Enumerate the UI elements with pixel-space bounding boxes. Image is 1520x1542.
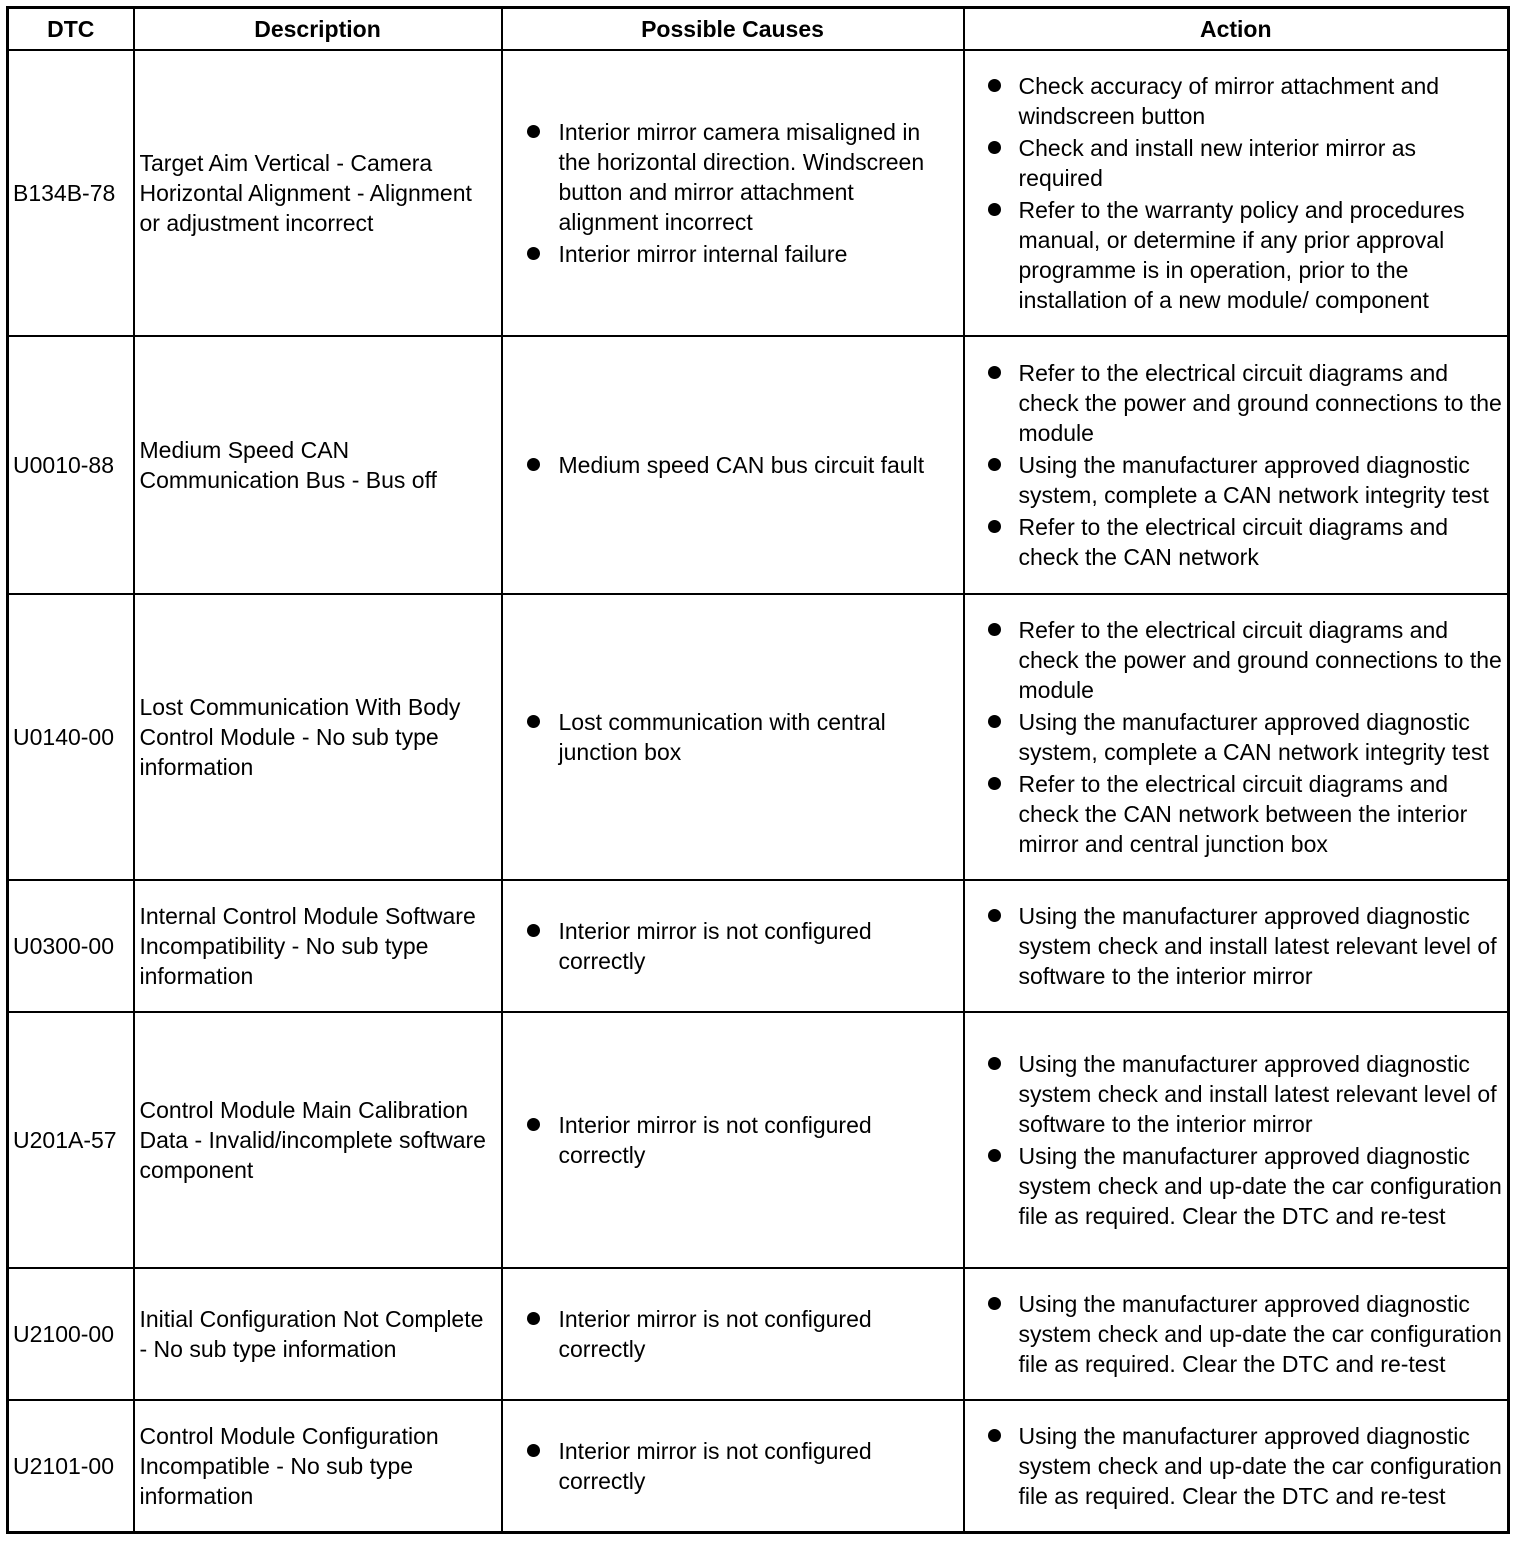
dtc-description: Internal Control Module Software Incompatibility - No sub type information	[134, 880, 502, 1012]
bullet-list	[965, 358, 1504, 572]
action-item-text: Using the manufacturer approved diagnostic system check and up-date the car configuration file as required. Clear the DTC and re-test	[1018, 1422, 1502, 1509]
bullet-dot-icon	[988, 1057, 1001, 1070]
action-item	[965, 133, 1504, 193]
action-item	[965, 615, 1504, 705]
dtc-description: Target Aim Vertical - Camera Horizontal Alignment - Alignment or adjustment incorrect	[134, 50, 502, 336]
action-item-text: Using the manufacturer approved diagnostic system check and install latest relevant level of software to the interior mirror	[1018, 1051, 1497, 1137]
header-row	[8, 8, 1509, 51]
dtc-code: U2101-00	[8, 1400, 134, 1532]
cause-item	[503, 450, 959, 480]
action-item-text: Refer to the electrical circuit diagrams and check the CAN network between the interior mirror and central junction box	[1018, 771, 1468, 857]
bullet-list	[965, 1421, 1504, 1511]
bullet-dot-icon	[988, 79, 1001, 92]
action-item	[965, 901, 1504, 991]
action-cell	[964, 1012, 1509, 1268]
bullet-dot-icon	[988, 909, 1001, 922]
action-item	[965, 450, 1504, 510]
bullet-dot-icon	[988, 777, 1001, 790]
bullet-list	[503, 1436, 959, 1496]
cause-item-text: Interior mirror camera misaligned in the horizontal direction. Windscreen button and mirror attachment alignment incorrect	[558, 119, 925, 235]
bullet-dot-icon	[988, 623, 1001, 636]
bullet-list	[503, 916, 959, 976]
cause-item	[503, 1436, 959, 1496]
action-item	[965, 358, 1504, 448]
header-description: Description	[134, 8, 502, 51]
bullet-dot-icon	[988, 141, 1001, 154]
bullet-dot-icon	[988, 520, 1001, 533]
dtc-description: Medium Speed CAN Communication Bus - Bus off	[134, 336, 502, 594]
bullet-dot-icon	[988, 715, 1001, 728]
bullet-dot-icon	[527, 247, 540, 260]
bullet-dot-icon	[527, 125, 540, 138]
bullet-dot-icon	[988, 366, 1001, 379]
possible-causes-cell	[502, 336, 964, 594]
possible-causes-cell	[502, 880, 964, 1012]
dtc-description: Control Module Configuration Incompatible - No sub type information	[134, 1400, 502, 1532]
cause-item-text: Interior mirror is not configured correctly	[558, 1306, 872, 1362]
action-cell	[964, 1400, 1509, 1532]
bullet-dot-icon	[527, 1312, 540, 1325]
action-cell	[964, 336, 1509, 594]
action-item-text: Using the manufacturer approved diagnostic system check and up-date the car configuration file as required. Clear the DTC and re-test	[1018, 1291, 1502, 1377]
table-row	[8, 1400, 1509, 1532]
bullet-list	[965, 1289, 1504, 1379]
dtc-description: Lost Communication With Body Control Module - No sub type information	[134, 594, 502, 880]
bullet-dot-icon	[988, 1297, 1001, 1310]
action-item	[965, 1049, 1504, 1139]
bullet-list	[503, 1110, 959, 1170]
cause-item	[503, 916, 959, 976]
header-dtc: DTC	[8, 8, 134, 51]
dtc-description: Control Module Main Calibration Data - Invalid/incomplete software component	[134, 1012, 502, 1268]
dtc-code: U201A-57	[8, 1012, 134, 1268]
cause-item-text: Lost communication with central junction box	[558, 709, 886, 765]
table-row	[8, 50, 1509, 336]
action-item-text: Refer to the warranty policy and procedures manual, or determine if any prior approval programme is in operation, prior to the installation of a new module/ component	[1018, 197, 1465, 313]
action-cell	[964, 50, 1509, 336]
bullet-list	[965, 615, 1504, 859]
action-item	[965, 1421, 1504, 1511]
possible-causes-cell	[502, 50, 964, 336]
cause-item	[503, 707, 959, 767]
possible-causes-cell	[502, 594, 964, 880]
action-item	[965, 512, 1504, 572]
action-item-text: Using the manufacturer approved diagnostic system, complete a CAN network integrity test	[1018, 452, 1489, 508]
bullet-dot-icon	[527, 715, 540, 728]
bullet-dot-icon	[988, 458, 1001, 471]
cause-item	[503, 1110, 959, 1170]
possible-causes-cell	[502, 1012, 964, 1268]
table-row	[8, 336, 1509, 594]
action-item	[965, 195, 1504, 315]
action-item	[965, 769, 1504, 859]
action-item-text: Using the manufacturer approved diagnostic system check and install latest relevant level of software to the interior mirror	[1018, 903, 1497, 989]
bullet-list	[503, 117, 959, 269]
bullet-list	[965, 901, 1504, 991]
action-item-text: Check accuracy of mirror attachment and windscreen button	[1018, 73, 1440, 129]
action-item-text: Using the manufacturer approved diagnostic system check and up-date the car configuration file as required. Clear the DTC and re-test	[1018, 1143, 1502, 1229]
dtc-code: U0010-88	[8, 336, 134, 594]
table-row	[8, 1012, 1509, 1268]
cause-item-text: Interior mirror is not configured correctly	[558, 1112, 872, 1168]
dtc-table	[6, 6, 1510, 1534]
bullet-list	[503, 1304, 959, 1364]
action-item	[965, 1141, 1504, 1231]
header-action: Action	[964, 8, 1509, 51]
bullet-dot-icon	[988, 1149, 1001, 1162]
cause-item-text: Medium speed CAN bus circuit fault	[558, 452, 925, 478]
possible-causes-cell	[502, 1268, 964, 1400]
cause-item-text: Interior mirror internal failure	[558, 241, 848, 267]
possible-causes-cell	[502, 1400, 964, 1532]
cause-item	[503, 1304, 959, 1364]
bullet-list	[965, 1049, 1504, 1231]
action-item	[965, 71, 1504, 131]
bullet-dot-icon	[527, 1444, 540, 1457]
dtc-code: U0140-00	[8, 594, 134, 880]
table-row	[8, 880, 1509, 1012]
bullet-list	[965, 71, 1504, 315]
action-cell	[964, 1268, 1509, 1400]
action-item-text: Refer to the electrical circuit diagrams and check the CAN network	[1018, 514, 1449, 570]
action-item-text: Refer to the electrical circuit diagrams and check the power and ground connections to the module	[1018, 617, 1502, 703]
dtc-code: U0300-00	[8, 880, 134, 1012]
action-cell	[964, 880, 1509, 1012]
dtc-code: B134B-78	[8, 50, 134, 336]
dtc-code: U2100-00	[8, 1268, 134, 1400]
cause-item	[503, 239, 959, 269]
bullet-dot-icon	[988, 203, 1001, 216]
bullet-dot-icon	[527, 458, 540, 471]
cause-item-text: Interior mirror is not configured correctly	[558, 1437, 872, 1494]
action-item	[965, 1289, 1504, 1379]
table-row	[8, 1268, 1509, 1400]
action-item-text: Using the manufacturer approved diagnostic system, complete a CAN network integrity test	[1018, 709, 1489, 765]
header-possible-causes: Possible Causes	[502, 8, 964, 51]
dtc-description: Initial Configuration Not Complete - No sub type information	[134, 1268, 502, 1400]
action-item-text: Refer to the electrical circuit diagrams and check the power and ground connections to the module	[1018, 360, 1502, 446]
bullet-dot-icon	[527, 1118, 540, 1131]
bullet-dot-icon	[527, 924, 540, 937]
cause-item	[503, 117, 959, 237]
bullet-dot-icon	[988, 1429, 1001, 1442]
bullet-list	[503, 707, 959, 767]
action-item	[965, 707, 1504, 767]
action-cell	[964, 594, 1509, 880]
action-item-text: Check and install new interior mirror as required	[1018, 135, 1417, 191]
table-body	[8, 50, 1509, 1532]
table-row	[8, 594, 1509, 880]
bullet-list	[503, 450, 959, 480]
cause-item-text: Interior mirror is not configured correctly	[558, 918, 872, 974]
